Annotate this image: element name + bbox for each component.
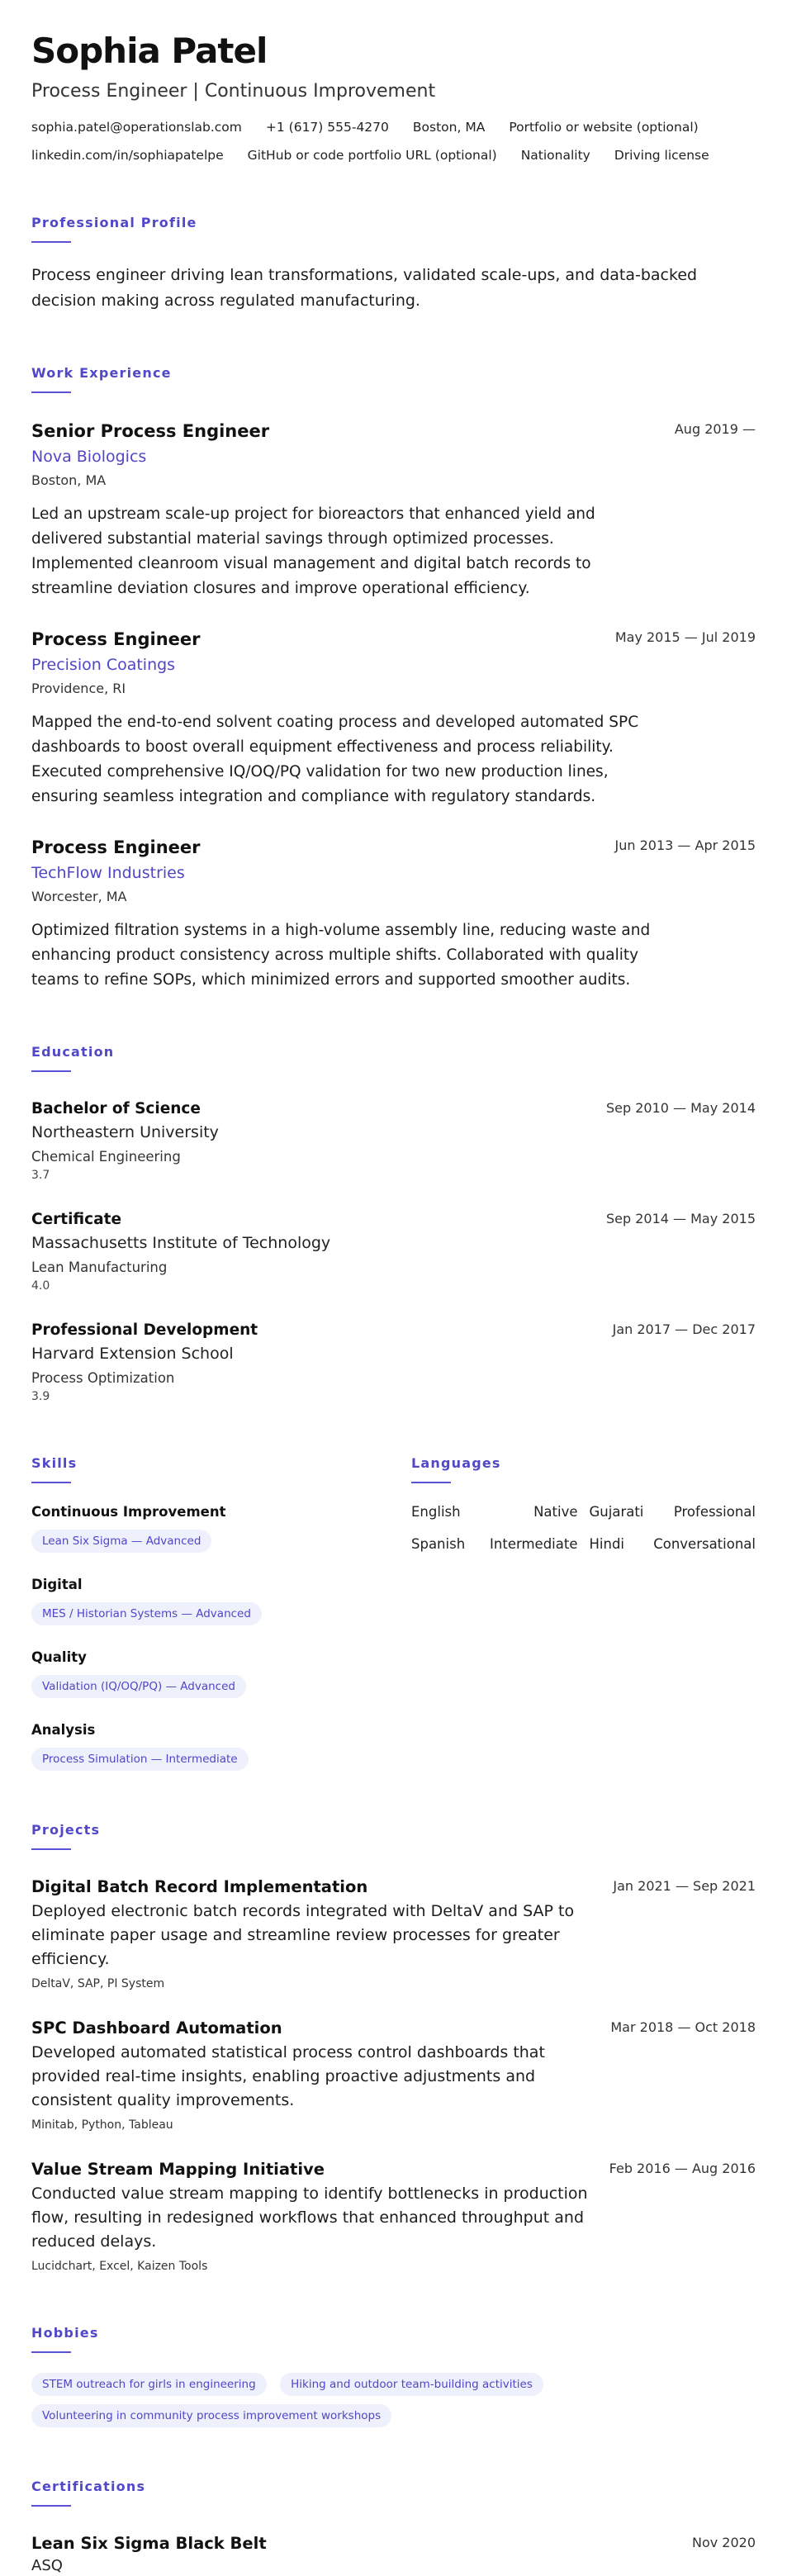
education-entry — [31, 1320, 756, 1404]
certification-name: Lean Six Sigma Black Belt — [31, 2534, 267, 2553]
skill-pill: MES / Historian Systems — Advanced — [31, 1602, 262, 1625]
experience-date: Jun 2013 — Apr 2015 — [614, 837, 756, 853]
education-school: Harvard Extension School — [31, 1345, 234, 1363]
experience-section — [31, 365, 756, 993]
certification-issuer: ASQ — [31, 2557, 63, 2574]
resume-header — [31, 31, 756, 164]
experience-company: Precision Coatings — [31, 656, 176, 674]
language-name: Gujarati — [589, 1504, 644, 1520]
education-field: Chemical Engineering — [31, 1149, 181, 1165]
skill-pill: Validation (IQ/OQ/PQ) — Advanced — [31, 1675, 246, 1698]
experience-description: Led an upstream scale-up project for bioreactors that enhanced yield and delivered substantial material savings through optimized processes. Implemented cleanroom visual management and digital batch records to streamline deviation closures and improve operational efficiency. — [31, 505, 595, 597]
certifications-section — [31, 2479, 756, 2576]
contact-email[interactable]: sophia.patel@operationslab.com — [31, 120, 242, 135]
skills-section — [31, 1455, 411, 1771]
section-title-experience: Work Experience — [31, 365, 172, 381]
language-level: Professional — [673, 1504, 756, 1520]
projects-section — [31, 1822, 756, 2274]
hobbies-section — [31, 2325, 756, 2427]
skills-languages-row — [31, 1455, 756, 1771]
project-description: Developed automated statistical process control dashboards that provided real-time insights, enabling proactive adjustments and consistent quality improvements. — [31, 2043, 545, 2109]
skill-category: Quality — [31, 1649, 87, 1665]
experience-company: TechFlow Industries — [31, 864, 185, 882]
project-date: Feb 2016 — Aug 2016 — [609, 2161, 756, 2176]
project-name: SPC Dashboard Automation — [31, 2019, 282, 2038]
section-divider — [31, 1482, 71, 1483]
section-divider — [411, 1482, 451, 1483]
contact-linkedin[interactable]: linkedin.com/in/sophiapatelpe — [31, 148, 224, 163]
section-divider — [31, 2351, 71, 2353]
experience-entry — [31, 836, 756, 993]
language-level: Intermediate — [490, 1536, 578, 1552]
education-school: Massachusetts Institute of Technology — [31, 1234, 331, 1252]
hobby-pill: STEM outreach for girls in engineering — [31, 2373, 267, 2396]
hobby-pill: Volunteering in community process improvement workshops — [31, 2404, 391, 2427]
skill-category: Continuous Improvement — [31, 1504, 226, 1520]
profile-section — [31, 215, 756, 314]
section-divider — [31, 1070, 71, 1072]
section-title-hobbies: Hobbies — [31, 2325, 99, 2341]
education-gpa: 4.0 — [31, 1279, 50, 1293]
languages-section — [411, 1455, 756, 1771]
language-name: Hindi — [589, 1536, 625, 1552]
language-item — [590, 1503, 756, 1521]
project-tech: DeltaV, SAP, PI System — [31, 1977, 165, 1990]
candidate-headline: Process Engineer | Continuous Improvement — [31, 81, 436, 102]
project-description: Conducted value stream mapping to identify bottlenecks in production flow, resulting in redesigned workflows that enhanced throughput and reduced delays. — [31, 2185, 588, 2251]
section-title-profile: Professional Profile — [31, 215, 197, 230]
section-title-skills: Skills — [31, 1455, 78, 1471]
education-degree: Bachelor of Science — [31, 1100, 201, 1117]
education-field: Lean Manufacturing — [31, 1260, 168, 1275]
project-entry — [31, 2018, 756, 2132]
experience-location: Providence, RI — [31, 681, 126, 696]
skill-pill: Lean Six Sigma — Advanced — [31, 1530, 211, 1553]
language-name: Spanish — [411, 1536, 466, 1552]
education-date: Sep 2010 — May 2014 — [605, 1100, 756, 1116]
experience-location: Worcester, MA — [31, 889, 127, 904]
project-date: Jan 2021 — Sep 2021 — [613, 1878, 756, 1894]
experience-company: Nova Biologics — [31, 448, 147, 466]
language-name: English — [411, 1504, 461, 1520]
contact-portfolio[interactable]: Portfolio or website (optional) — [509, 120, 699, 135]
experience-role: Process Engineer — [31, 629, 201, 649]
section-title-education: Education — [31, 1044, 115, 1060]
education-gpa: 3.7 — [31, 1169, 50, 1182]
education-entry — [31, 1209, 756, 1293]
education-school: Northeastern University — [31, 1123, 219, 1141]
hobby-pill: Hiking and outdoor team-building activities — [280, 2373, 543, 2396]
experience-entry — [31, 420, 756, 601]
contact-driving-license: Driving license — [614, 148, 709, 163]
project-date: Mar 2018 — Oct 2018 — [610, 2019, 756, 2035]
experience-date: Aug 2019 — — [674, 421, 756, 437]
section-divider — [31, 1848, 71, 1850]
education-degree: Professional Development — [31, 1321, 258, 1339]
project-name: Value Stream Mapping Initiative — [31, 2160, 325, 2179]
section-divider — [31, 391, 71, 393]
experience-role: Process Engineer — [31, 837, 201, 857]
skill-category: Analysis — [31, 1722, 96, 1738]
project-name: Digital Batch Record Implementation — [31, 1877, 368, 1896]
contact-location: Boston, MA — [412, 120, 486, 135]
experience-description: Optimized filtration systems in a high-volume assembly line, reducing waste and enhancing product consistency across multiple shifts. Collaborated with quality teams to refine SOPs, which minimized errors and supported smoother audits. — [31, 922, 651, 989]
education-section — [31, 1044, 756, 1404]
section-title-projects: Projects — [31, 1822, 101, 1838]
section-title-certifications: Certifications — [31, 2479, 146, 2494]
skill-category: Digital — [31, 1577, 83, 1592]
certification-entry — [31, 2533, 756, 2576]
language-level: Conversational — [653, 1536, 756, 1552]
project-tech: Lucidchart, Excel, Kaizen Tools — [31, 2260, 208, 2273]
skill-pill: Process Simulation — Intermediate — [31, 1748, 249, 1771]
education-date: Sep 2014 — May 2015 — [605, 1211, 756, 1226]
education-gpa: 3.9 — [31, 1390, 50, 1403]
hobbies-list — [31, 2365, 609, 2427]
language-item — [590, 1535, 756, 1554]
profile-summary: Process engineer driving lean transformations, validated scale-ups, and data-backed decision making across regulated manufacturing. — [31, 266, 698, 310]
project-entry — [31, 1876, 756, 1991]
certification-date: Nov 2020 — [691, 2535, 756, 2550]
experience-description: Mapped the end-to-end solvent coating process and developed automated SPC dashboards to boost overall equipment effectiveness and process reliability. Executed comprehensive IQ/OQ/PQ validation for two new production lines, ensuring seamless integration and compliance with regulatory standards. — [31, 714, 639, 805]
language-level: Native — [533, 1504, 578, 1520]
section-divider — [31, 241, 71, 243]
contact-github[interactable]: GitHub or code portfolio URL (optional) — [247, 148, 497, 163]
contact-phone[interactable]: +1 (617) 555-4270 — [265, 120, 389, 135]
experience-role: Senior Process Engineer — [31, 421, 270, 441]
contact-nationality: Nationality — [520, 148, 590, 163]
contact-list — [31, 119, 756, 164]
section-divider — [31, 2505, 71, 2507]
education-degree: Certificate — [31, 1211, 121, 1228]
education-field: Process Optimization — [31, 1370, 175, 1386]
languages-grid — [411, 1503, 756, 1554]
project-tech: Minitab, Python, Tableau — [31, 2118, 173, 2132]
language-item — [411, 1535, 578, 1554]
language-item — [411, 1503, 578, 1521]
section-title-languages: Languages — [411, 1455, 501, 1471]
candidate-name: Sophia Patel — [31, 31, 268, 71]
education-date: Jan 2017 — Dec 2017 — [612, 1321, 756, 1337]
experience-date: May 2015 — Jul 2019 — [614, 629, 756, 645]
project-entry — [31, 2159, 756, 2274]
experience-entry — [31, 628, 756, 809]
experience-location: Boston, MA — [31, 472, 107, 488]
project-description: Deployed electronic batch records integrated with DeltaV and SAP to eliminate paper usage and streamline review processes for greater efficiency. — [31, 1902, 575, 1968]
education-entry — [31, 1098, 756, 1183]
